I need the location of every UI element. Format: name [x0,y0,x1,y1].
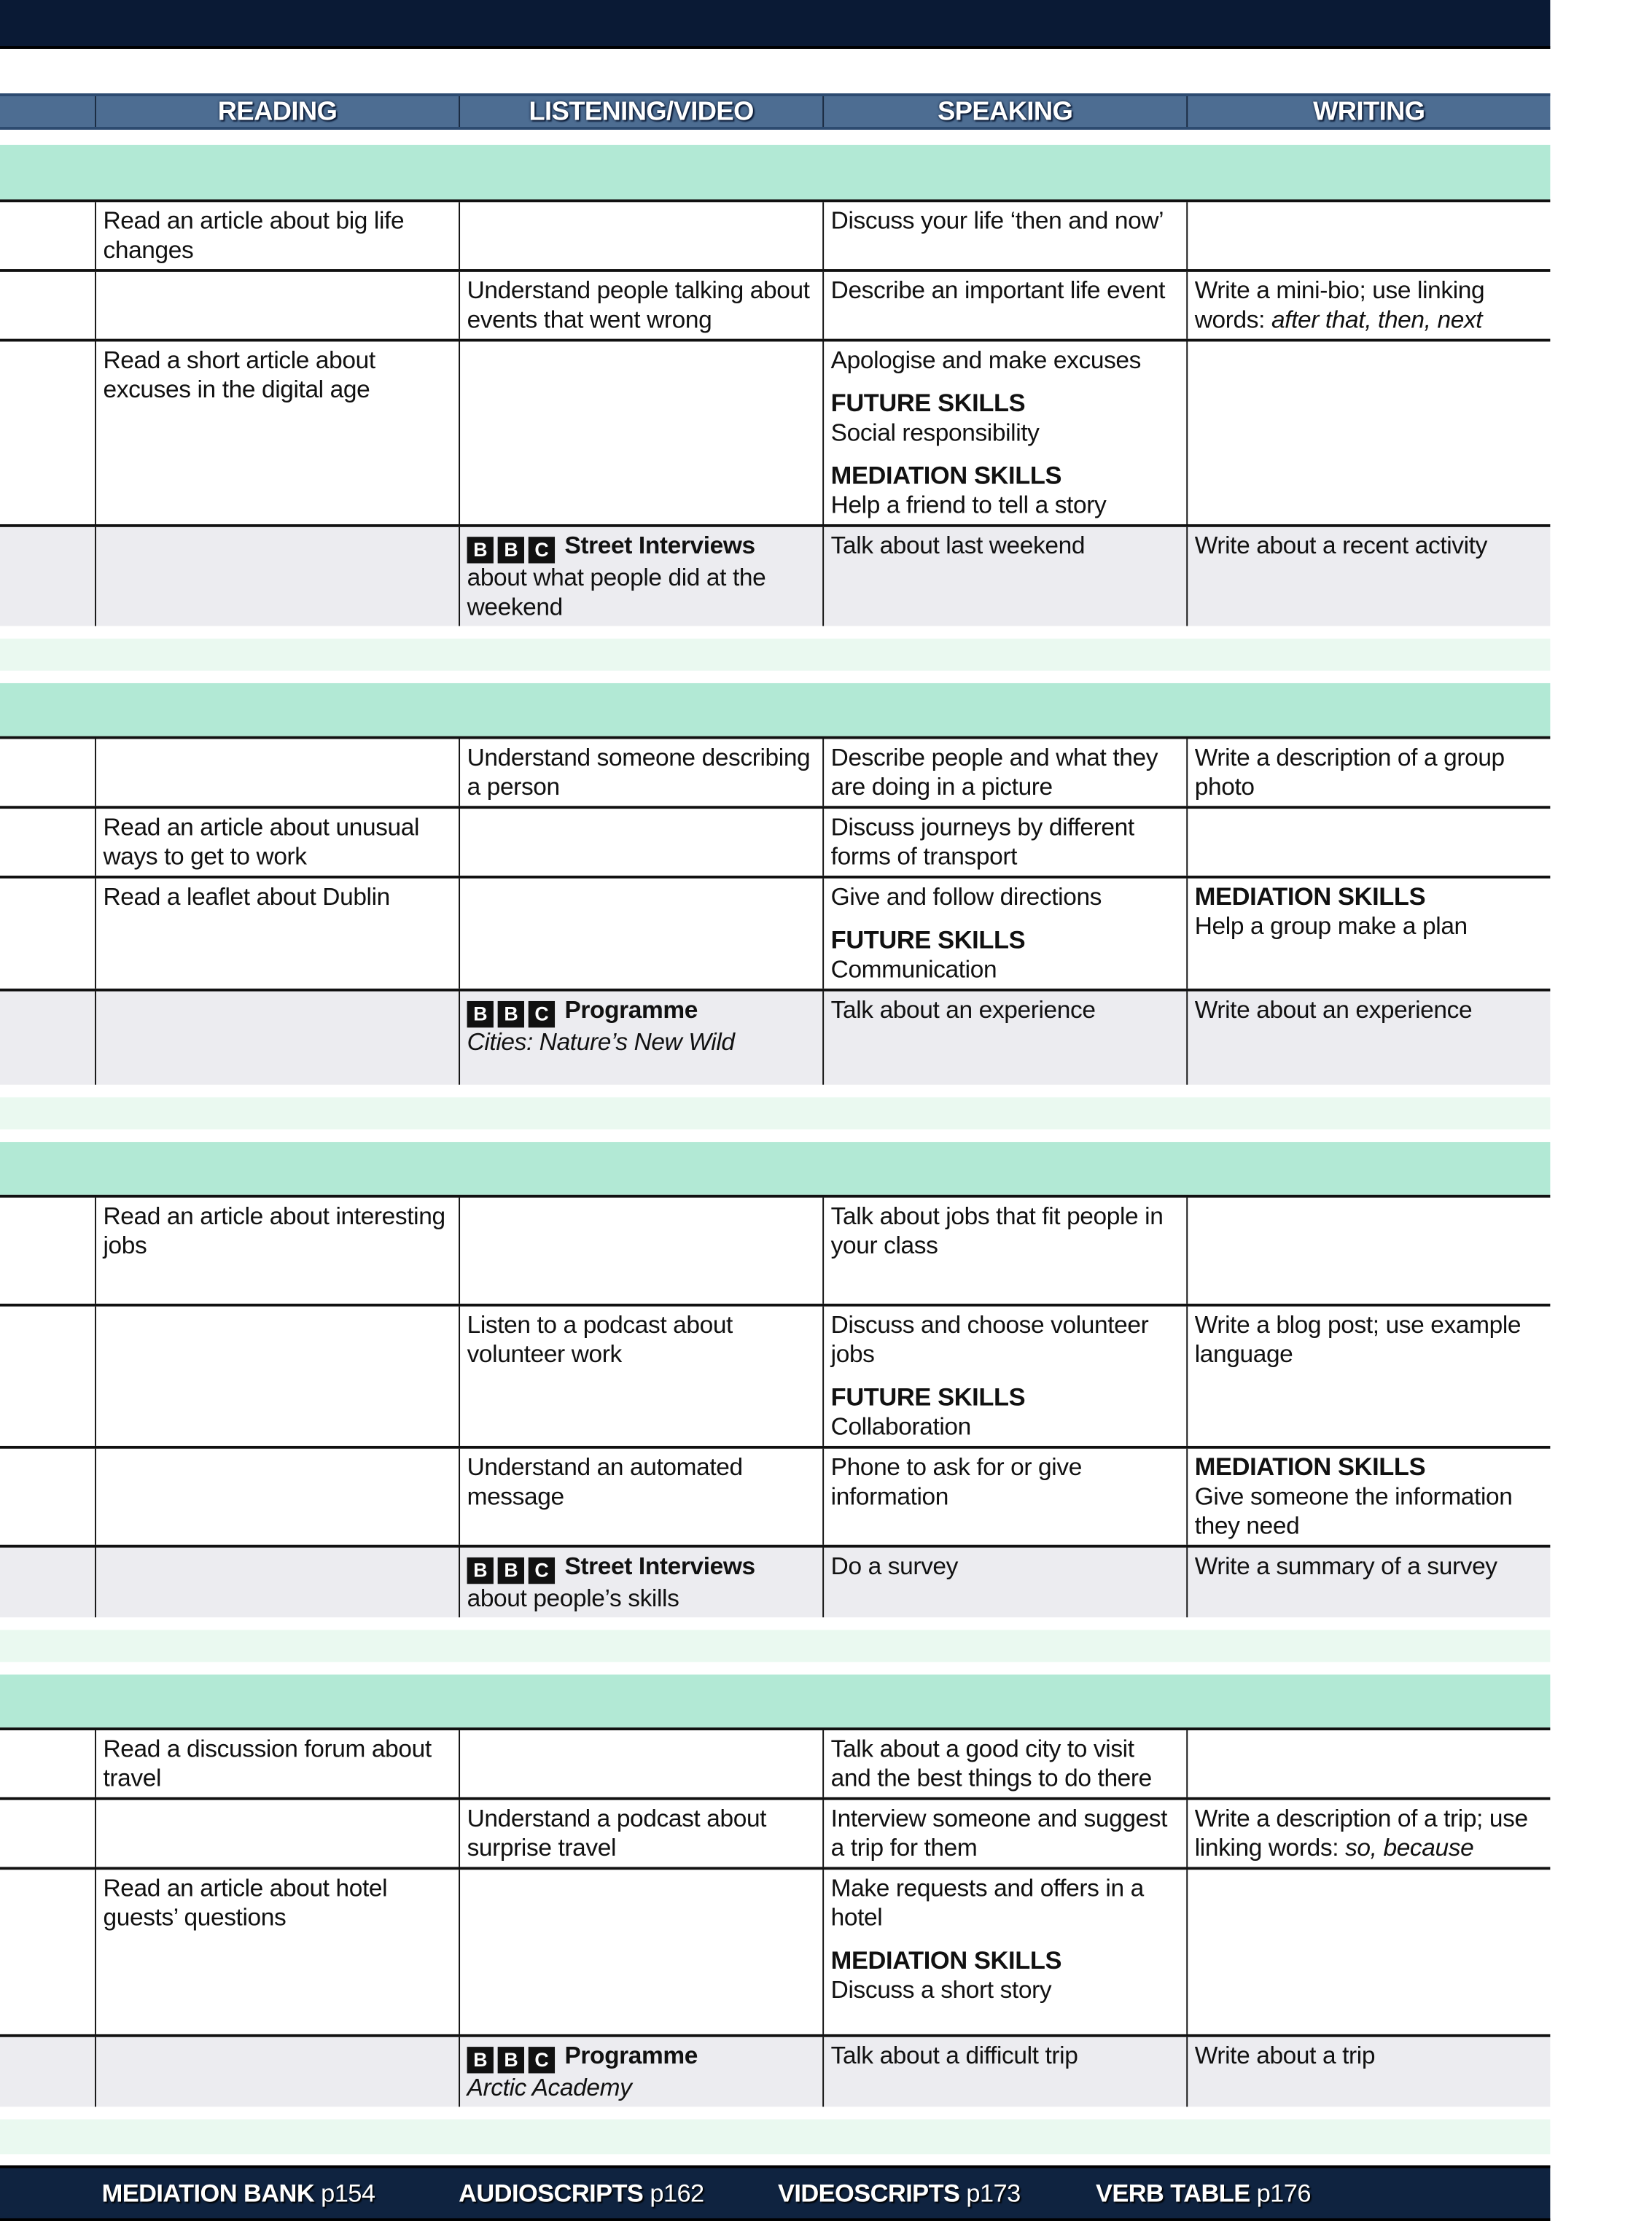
skill-text: Discuss a short story [830,1975,1052,2004]
activity-text: Write a description of a group photo [1194,743,1505,801]
bbc-logo-icon: B [498,537,524,563]
cell-writing [1186,527,1550,626]
cell-writing [1186,1800,1550,1867]
cell-listening [459,2037,822,2107]
activity-text: Phone to ask for or give information [830,1452,1082,1510]
unit-band [0,1675,1550,1728]
cell-speaking [822,527,1186,626]
table-row [0,2034,1550,2107]
cell-block [1195,532,1543,561]
cell-block [1195,2041,1543,2070]
cell-block [1195,1552,1543,1581]
bbc-logo-icon: C [529,1557,555,1584]
cell-block [831,462,1180,520]
unit-footer-band [0,639,1550,671]
cell-reading [95,1449,459,1545]
cell-block [831,995,1180,1024]
cell-block [467,1453,816,1512]
table-row [0,876,1550,989]
bbc-logo-icon: C [529,1001,555,1027]
cell-speaking [822,879,1186,989]
activity-text: Talk about an experience [830,995,1096,1024]
cell-reading [95,1730,459,1797]
cell-reading [95,809,459,876]
cell-reading [95,272,459,339]
cell-writing [1186,879,1550,989]
cell-writing [1186,739,1550,806]
header-blank [0,96,95,127]
cell-block [831,532,1180,561]
table-row [0,989,1550,1085]
cell-reading [95,1800,459,1867]
activity-text: Do a survey [830,1552,959,1580]
cell-reading [95,879,459,989]
cell-block [467,1804,816,1862]
cell-unit [0,202,95,269]
skill-heading: FUTURE SKILLS [830,1382,1026,1412]
cell-block [1195,276,1543,335]
skill-heading: MEDIATION SKILLS [1194,1452,1426,1481]
cell-block [467,276,816,335]
cell-unit [0,2037,95,2107]
cell-block [1195,1310,1543,1369]
cell-block [831,1383,1180,1442]
cell-block [467,2041,816,2102]
table-row [0,524,1550,626]
bbc-logo-icon: B [467,537,494,563]
cell-block [831,346,1180,375]
syllabus-table [0,145,1550,2154]
cell-writing [1186,992,1550,1085]
cell-block [467,995,816,1057]
cell-writing [1186,1198,1550,1304]
cell-block [831,1735,1180,1793]
unit-footer-band [0,1630,1550,1662]
activity-text: Describe people and what they are doing in a picture [830,743,1158,801]
cell-block [831,1552,1180,1581]
activity-text: Write about a trip [1194,2041,1376,2069]
cell-block [1195,995,1543,1024]
skill-heading: FUTURE SKILLS [830,925,1026,954]
cell-speaking [822,202,1186,269]
cell-block [831,1310,1180,1369]
bbc-logo-icon: B [498,1001,524,1027]
footer-nav [0,2166,1550,2221]
cell-listening [459,341,822,524]
footer-link-verb-table[interactable]: VERB TABLE p176 [1095,2179,1311,2208]
cell-writing [1186,1307,1550,1446]
skill-text: Collaboration [830,1412,971,1441]
bbc-logo-icon: B [467,1001,494,1027]
cell-writing [1186,2037,1550,2107]
cell-unit [0,809,95,876]
cell-speaking [822,739,1186,806]
activity-text: Read an article about hotel guests’ questions [103,1873,388,1932]
cell-block [104,813,452,871]
cell-block [1195,743,1543,801]
cell-listening [459,1548,822,1618]
unit-footer-band [0,1097,1550,1129]
header-writing: WRITING [1186,96,1550,127]
cell-reading [95,2037,459,2107]
activity-text: Read a discussion forum about travel [103,1734,432,1792]
activity-text: Read a leaflet about Dublin [103,882,390,911]
cell-reading [95,1307,459,1446]
activity-text: Discuss journeys by different forms of transport [830,812,1134,871]
cell-block [831,389,1180,448]
cell-reading [95,202,459,269]
cell-reading [95,527,459,626]
activity-text: Understand an automated message [467,1452,743,1510]
cell-listening [459,202,822,269]
cell-listening [459,879,822,989]
cell-block [831,1874,1180,1932]
cell-listening [459,809,822,876]
bbc-video-title: Programme [564,995,698,1024]
cell-listening [459,1800,822,1867]
cell-unit [0,1548,95,1618]
cell-unit [0,1307,95,1446]
cell-block [467,1552,816,1613]
header-reading: READING [95,96,459,127]
cell-block [831,206,1180,236]
column-header-row [0,93,1550,130]
bbc-video-title: Programme [564,2041,698,2069]
cell-reading [95,1870,459,2034]
bbc-video-title: Street Interviews [564,531,755,559]
cell-listening [459,1730,822,1797]
cell-unit [0,341,95,524]
cell-block [1195,1453,1543,1541]
activity-text: Write about an experience [1194,995,1473,1024]
skill-heading: MEDIATION SKILLS [830,1946,1062,1975]
activity-text: Read an article about unusual ways to get to work [103,812,420,871]
skill-text: Communication [830,954,997,984]
bbc-logo-icon: B [467,1557,494,1584]
cell-speaking [822,1449,1186,1545]
header-speaking: SPEAKING [822,96,1186,127]
cell-reading [95,341,459,524]
cell-unit [0,879,95,989]
unit-band [0,1142,1550,1195]
cell-speaking [822,1198,1186,1304]
activity-text: Read a short article about excuses in the digital age [103,346,375,403]
cell-block [104,1202,452,1260]
cell-unit [0,1198,95,1304]
table-row [0,806,1550,876]
cell-speaking [822,809,1186,876]
bbc-line [467,532,816,564]
table-row [0,1867,1550,2034]
bbc-video-title: Street Interviews [564,1552,755,1580]
cell-block [467,532,816,622]
activity-text: Understand a podcast about surprise travel [467,1804,767,1862]
cell-writing [1186,1449,1550,1545]
activity-text: Talk about last weekend [830,531,1086,559]
activity-text: Interview someone and suggest a trip for them [830,1804,1168,1862]
cell-block [104,346,452,404]
skill-text: Give someone the information they need [1194,1482,1513,1540]
cell-listening [459,272,822,339]
skill-text: Social responsibility [830,418,1040,446]
activity-text: Write a summary of a survey [1194,1552,1497,1580]
footer-link-audioscripts[interactable]: AUDIOSCRIPTS p162 [459,2179,704,2208]
cell-writing [1186,202,1550,269]
cell-block [831,926,1180,984]
cell-listening [459,527,822,626]
cell-block [831,743,1180,801]
table-row [0,1545,1550,1617]
cell-unit [0,1800,95,1867]
activity-italic: after that, then, next [1271,305,1483,334]
cell-speaking [822,1870,1186,2034]
cell-block [104,206,452,265]
skill-heading: FUTURE SKILLS [830,389,1026,417]
skill-heading: MEDIATION SKILLS [1194,882,1426,911]
cell-unit [0,992,95,1085]
activity-text: Discuss your life ‘then and now’ [830,206,1164,235]
cell-unit [0,1449,95,1545]
cell-reading [95,1548,459,1618]
table-row [0,269,1550,339]
cell-listening [459,1870,822,2034]
cell-block [831,882,1180,911]
table-row [0,199,1550,269]
cell-writing [1186,272,1550,339]
cell-block [831,1946,1180,2004]
cell-block [831,2041,1180,2070]
table-row [0,339,1550,524]
cell-listening [459,1198,822,1304]
page-flow [0,145,1550,2221]
cell-speaking [822,1548,1186,1618]
cell-speaking [822,992,1186,1085]
cell-reading [95,739,459,806]
cell-block [104,882,452,911]
bbc-logo-icon: C [529,537,555,563]
cell-reading [95,1198,459,1304]
header-listening: LISTENING/VIDEO [459,96,822,127]
cell-speaking [822,272,1186,339]
activity-text: Talk about jobs that fit people in your class [830,1202,1164,1259]
activity-text: Understand someone describing a person [467,743,811,801]
cell-writing [1186,809,1550,876]
activity-text: Write a mini-bio; use linking words: [1194,276,1485,334]
activity-text: Write a description of a trip; use linking words: [1194,1804,1528,1862]
cell-block [467,1310,816,1369]
cell-writing [1186,1730,1550,1797]
bbc-logo-icon: C [529,2047,555,2073]
cell-speaking [822,2037,1186,2107]
activity-text: Write a blog post; use example language [1194,1310,1522,1368]
table-row [0,1195,1550,1304]
skill-heading: MEDIATION SKILLS [830,461,1062,490]
activity-text: Describe an important life event [830,276,1166,304]
bbc-line [467,1552,816,1584]
cell-writing [1186,1870,1550,2034]
cell-unit [0,739,95,806]
table-row [0,1797,1550,1867]
activity-text: Give and follow directions [830,882,1102,911]
cell-unit [0,1870,95,2034]
cell-block [831,1804,1180,1862]
top-banner [0,0,1550,49]
bbc-logo-icon: B [498,2047,524,2073]
cell-speaking [822,1730,1186,1797]
unit-band [0,683,1550,736]
cell-writing [1186,341,1550,524]
activity-text: Understand people talking about events that went wrong [467,276,810,334]
footer-link-videoscripts[interactable]: VIDEOSCRIPTS p173 [778,2179,1021,2208]
unit-footer-band [0,2120,1550,2155]
activity-text: Apologise and make excuses [830,346,1142,374]
table-row [0,1304,1550,1446]
cell-block [1195,1804,1543,1862]
cell-reading [95,992,459,1085]
cell-unit [0,527,95,626]
activity-text: Read an article about big life changes [103,206,405,264]
bbc-video-desc: about what people did at the weekend [467,563,766,621]
bbc-logo-icon: B [498,1557,524,1584]
bbc-line [467,2041,816,2073]
cell-listening [459,739,822,806]
cell-listening [459,992,822,1085]
bbc-video-desc: about people’s skills [467,1584,679,1612]
cell-block [831,813,1180,871]
activity-text: Discuss and choose volunteer jobs [830,1310,1149,1368]
unit-band [0,145,1550,200]
activity-text: Talk about a good city to visit and the best things to do there [830,1734,1152,1792]
cell-block [104,1874,452,1932]
activity-text: Write about a recent activity [1194,531,1487,559]
cell-listening [459,1449,822,1545]
cell-block [831,1453,1180,1512]
cell-writing [1186,1548,1550,1618]
table-row [0,1446,1550,1545]
bbc-video-programme: Arctic Academy [467,2073,632,2101]
cell-block [1195,882,1543,941]
table-row [0,736,1550,806]
skill-text: Help a group make a plan [1194,911,1468,940]
table-row [0,1727,1550,1797]
activity-text: Read an article about interesting jobs [103,1202,445,1259]
cell-unit [0,1730,95,1797]
cell-speaking [822,1800,1186,1867]
bbc-logo-icon: B [467,2047,494,2073]
footer-link-mediation-bank[interactable]: MEDIATION BANK p154 [101,2179,375,2208]
skill-text: Help a friend to tell a story [830,491,1107,519]
activity-text: Listen to a podcast about volunteer work [467,1310,733,1368]
cell-unit [0,272,95,339]
cell-block [831,276,1180,306]
cell-block [104,1735,452,1793]
cell-speaking [822,341,1186,524]
cell-block [831,1202,1180,1260]
bbc-video-programme: Cities: Nature’s New Wild [467,1027,735,1056]
activity-text: Make requests and offers in a hotel [830,1873,1144,1932]
cell-speaking [822,1307,1186,1446]
cell-block [467,743,816,801]
cell-listening [459,1307,822,1446]
activity-italic: so, because [1345,1833,1474,1862]
activity-text: Talk about a difficult trip [830,2041,1078,2069]
bbc-line [467,995,816,1027]
